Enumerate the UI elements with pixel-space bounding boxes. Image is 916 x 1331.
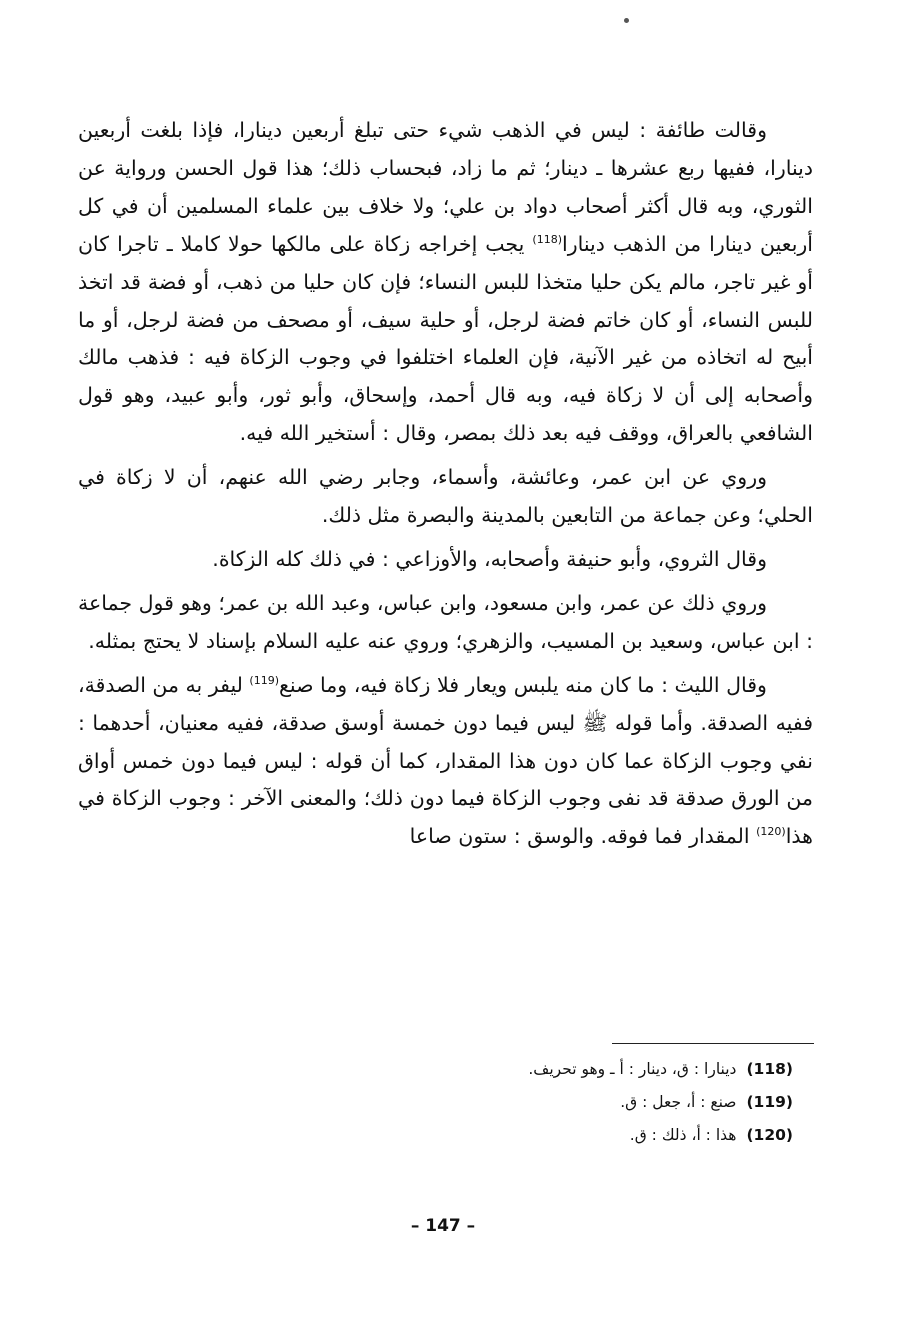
paragraph-1: [78, 112, 813, 453]
page-number: – 147 –: [410, 1216, 476, 1236]
scan-dot-mark: [624, 18, 629, 23]
footnote-text: هذا : أ، ذلك : ق.: [629, 1126, 737, 1144]
footnote-119: [300, 1086, 793, 1119]
main-text: [78, 112, 813, 856]
footnote-ref-118: (118): [532, 232, 562, 246]
footnote-ref-119: (119): [249, 673, 279, 687]
paragraph-5: [78, 667, 813, 857]
footnotes: [300, 1053, 793, 1152]
footnote-number: (120): [746, 1126, 793, 1144]
paragraph-5-text: وقال الليث : ما كان منه يلبس ويعار فلا زكاة فيه، وما صنع: [279, 672, 767, 697]
footnote-text: صنع : أ، جعل : ق.: [620, 1093, 737, 1111]
footnote-text: دينارا : ق، دينار : أ ـ وهو تحريف.: [528, 1060, 737, 1078]
paragraph-3: وقال الثروي، وأبو حنيفة وأصحابه، والأوزاعي : في ذلك كله الزكاة.: [212, 546, 767, 571]
footnote-118: [300, 1053, 793, 1086]
paragraph-4: وروي ذلك عن عمر، وابن مسعود، وابن عباس، وعبد الله بن عمر؛ وهو قول جماعة : ابن عباس، وسعيد بن المسيب، والزهري؛ وروي عنه عليه السلام بإسناد لا يحتج بمثله.: [78, 590, 813, 653]
footnote-120: [300, 1119, 793, 1152]
paragraph-1-continued: يجب إخراجه زكاة على مالكها حولا كاملا ـ تاجرا كان أو غير تاجر، مالم يكن حليا متخذا للبس النساء؛ فإن كان حليا من ذهب، أو فضة قد اتخذ للبس النساء، أو كان خاتم فضة لرجل، أو حلية سيف، أو مصحف من فضة لرجل، أو ما أبيح له اتخاذه من غير الآنية، فإن العلماء اختلفوا في وجوب الزكاة فيه : فذهب مالك وأصحابه إلى أن لا زكاة فيه، وبه قال أحمد، وإسحاق، وأبو ثور، وأبو عبيد، وهو قول الشافعي بالعراق، ووقف فيه بعد ذلك بمصر، وقال : أستخير الله فيه.: [78, 231, 813, 446]
paragraph-5-continued: ليفر به من الصدقة، ففيه الصدقة. وأما قوله ﷺ ليس فيما دون خمسة أوسق صدقة، ففيه معنيان، أحدهما : نفي وجوب الزكاة عما كان دون هذا المقدار، كما أن قوله : ليس فيما دون خمس أواق من الورق صدقة قد نفى وجوب الزكاة فيما دون ذلك؛ والمعنى الآخر : وجوب الزكاة في هذا: [78, 672, 813, 849]
paragraph-5-end: المقدار فما فوقه. والوسق : ستون صاعا: [409, 824, 750, 849]
paragraph-1-text: وقالت طائفة : ليس في الذهب شيء حتى تبلغ أربعين دينارا، فإذا بلغت أربعين دينارا، ففيها ربع عشرها ـ دينار؛ ثم ما زاد، فبحساب ذلك؛ هذا قول الحسن ورواية عن الثوري، وبه قال أكثر أصحاب دواد بن علي؛ ولا خلاف بين علماء المسلمين أن في كل أربعين دينارا من الذهب دينارا: [78, 118, 813, 256]
footnote-number: (118): [746, 1060, 793, 1078]
footnote-ref-120: (120): [756, 825, 786, 839]
paragraph-2: وروي عن ابن عمر، وعائشة، وأسماء، وجابر رضي الله عنهم، أن لا زكاة في الحلي؛ وعن جماعة من التابعين بالمدينة والبصرة مثل ذلك.: [78, 465, 813, 528]
footnote-number: (119): [746, 1093, 793, 1111]
footnote-separator: [612, 1043, 814, 1044]
